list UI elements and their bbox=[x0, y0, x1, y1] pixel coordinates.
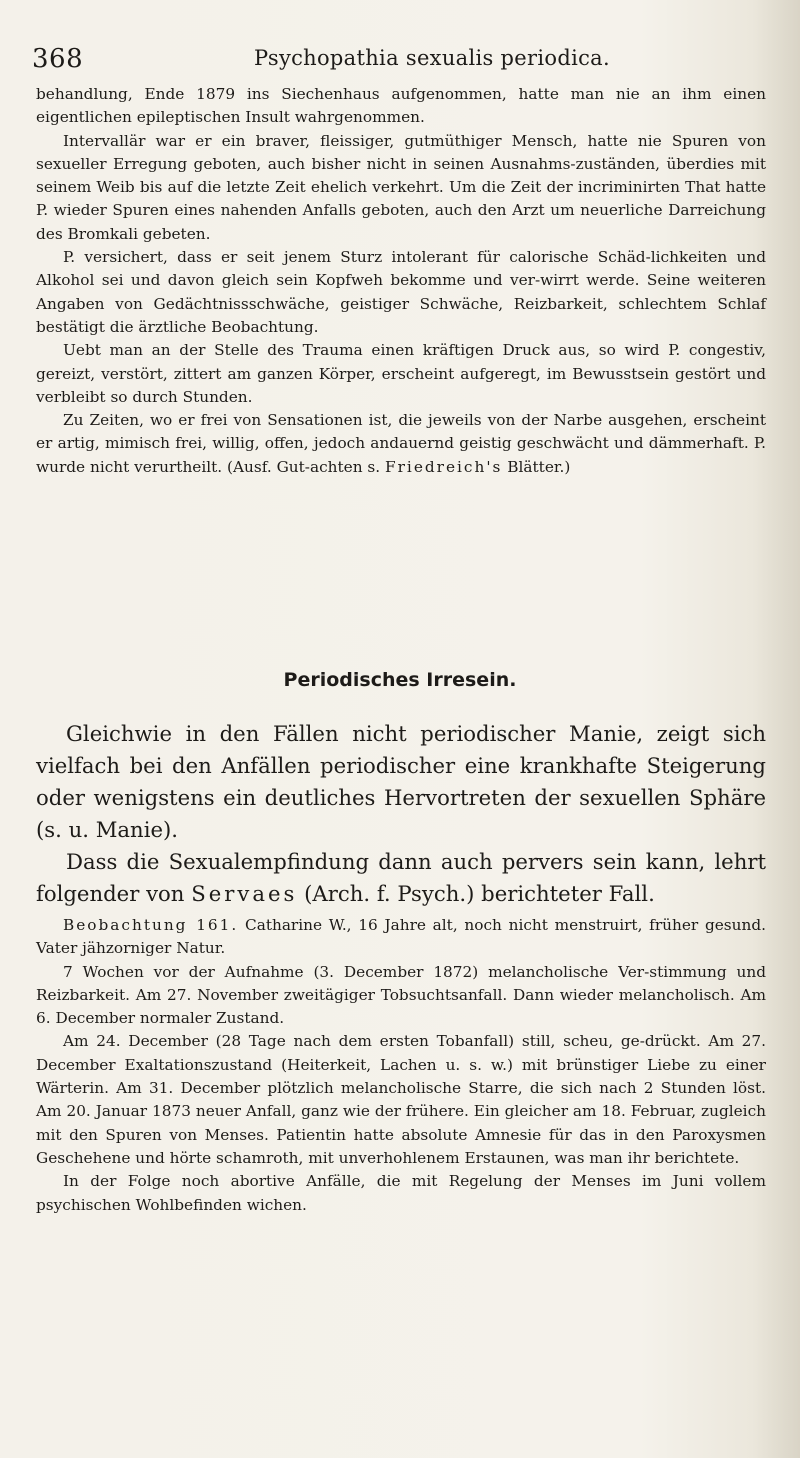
paragraph: In der Folge noch abortive Anfälle, die mit Regelung der Menses im Juni vollem psychischen Wohlbefinden wichen. bbox=[36, 1172, 766, 1214]
paragraph: Dass die Sexualempfindung dann auch pervers sein kann, lehrt folgender von Servaes (Arch. f. Psych.) berichteter Fall. bbox=[36, 849, 766, 906]
author-name: Friedreich's bbox=[385, 457, 503, 476]
paragraph: 7 Wochen vor der Aufnahme (3. December 1872) melancholische Ver-stimmung und Reizbarkeit. Am 27. November zweitägiger Tobsuchtsanfall. Dann wieder melancholisch. Am 6. December normaler Zustand. bbox=[36, 962, 766, 1028]
running-title: Psychopathia sexualis periodica. bbox=[254, 46, 610, 70]
case-report-text bbox=[36, 914, 766, 1217]
case-label: Beobachtung 161. bbox=[63, 916, 239, 934]
paragraph: Gleichwie in den Fällen nicht periodischer Manie, zeigt sich vielfach bei den Anfällen periodischer eine krankhafte Steigerung oder wenigstens ein deutliches Hervortreten der sexuellen Sphäre (s. u. Manie). bbox=[36, 721, 766, 842]
section-intro-text bbox=[36, 718, 766, 910]
paragraph: behandlung, Ende 1879 ins Siechenhaus aufgenommen, hatte man nie an ihm einen eigentlichen epileptischen Insult wahrgenommen. bbox=[36, 85, 766, 127]
paragraph: Beobachtung 161. Catharine W., 16 Jahre alt, noch nicht menstruirt, früher gesund. Vater jähzorniger Natur. bbox=[36, 916, 766, 958]
paragraph: P. versichert, dass er seit jenem Sturz intolerant für calorische Schäd-lichkeiten und Alkohol sei und davon gleich sein Kopfweh bekomme und ver-wirrt werde. Seine weiteren Angaben von Gedächtnissschwäche, geistiger Schwäche, Reizbarkeit, schlechtem Schlaf bestätigt die ärztliche Beobachtung. bbox=[36, 248, 766, 336]
author-name: Servaes bbox=[191, 881, 298, 906]
paragraph: Uebt man an der Stelle des Trauma einen kräftigen Druck aus, so wird P. congestiv, gereizt, verstört, zittert am ganzen Körper, erscheint aufgeregt, im Bewusstsein gestört und verbleibt so durch Stunden. bbox=[36, 341, 766, 406]
paragraph: Am 24. December (28 Tage nach dem ersten Tobanfall) still, scheu, ge-drückt. Am 27. December Exaltationszustand (Heiterkeit, Lachen u. s. w.) mit brünstiger Liebe zu einer Wärterin. Am 31. December plötzlich melancholische Starre, die sich nach 2 Stunden löst. Am 20. Januar 1873 neuer Anfall, ganz wie der frühere. Ein gleicher am 18. Februar, zugleich mit den Spuren von Menses. Patientin hatte absolute Amnesie für das in den Paroxysmen Geschehene und hörte schamroth, mit unverhohlenem Erstaunen, was man ihr berichtete. bbox=[36, 1032, 766, 1167]
section-heading: Periodisches Irresein. bbox=[283, 669, 517, 691]
paragraph: Intervallär war er ein braver, fleissiger, gutmüthiger Mensch, hatte nie Spuren von sexueller Erregung geboten, auch bisher nicht in seinen Ausnahms-zuständen, überdies mit seinem Weib bis auf die letzte Zeit ehelich verkehrt. Um die Zeit der incriminirten That hatte P. wieder Spuren eines nahenden Anfalls geboten, auch den Arzt um neuerliche Darreichung des Bromkali gebeten. bbox=[36, 131, 766, 243]
paragraph: Zu Zeiten, wo er frei von Sensationen ist, die jeweils von der Narbe ausgehen, erscheint er artig, mimisch frei, willig, offen, jedoch andauernd geistig geschwächt und dämmerhaft. P. wurde nicht verurtheilt. (Ausf. Gut-achten s. Friedreich's Blätter.) bbox=[36, 411, 766, 476]
page-number: 368 bbox=[32, 44, 84, 74]
page-header bbox=[32, 44, 732, 78]
case-continuation-text bbox=[36, 83, 766, 479]
